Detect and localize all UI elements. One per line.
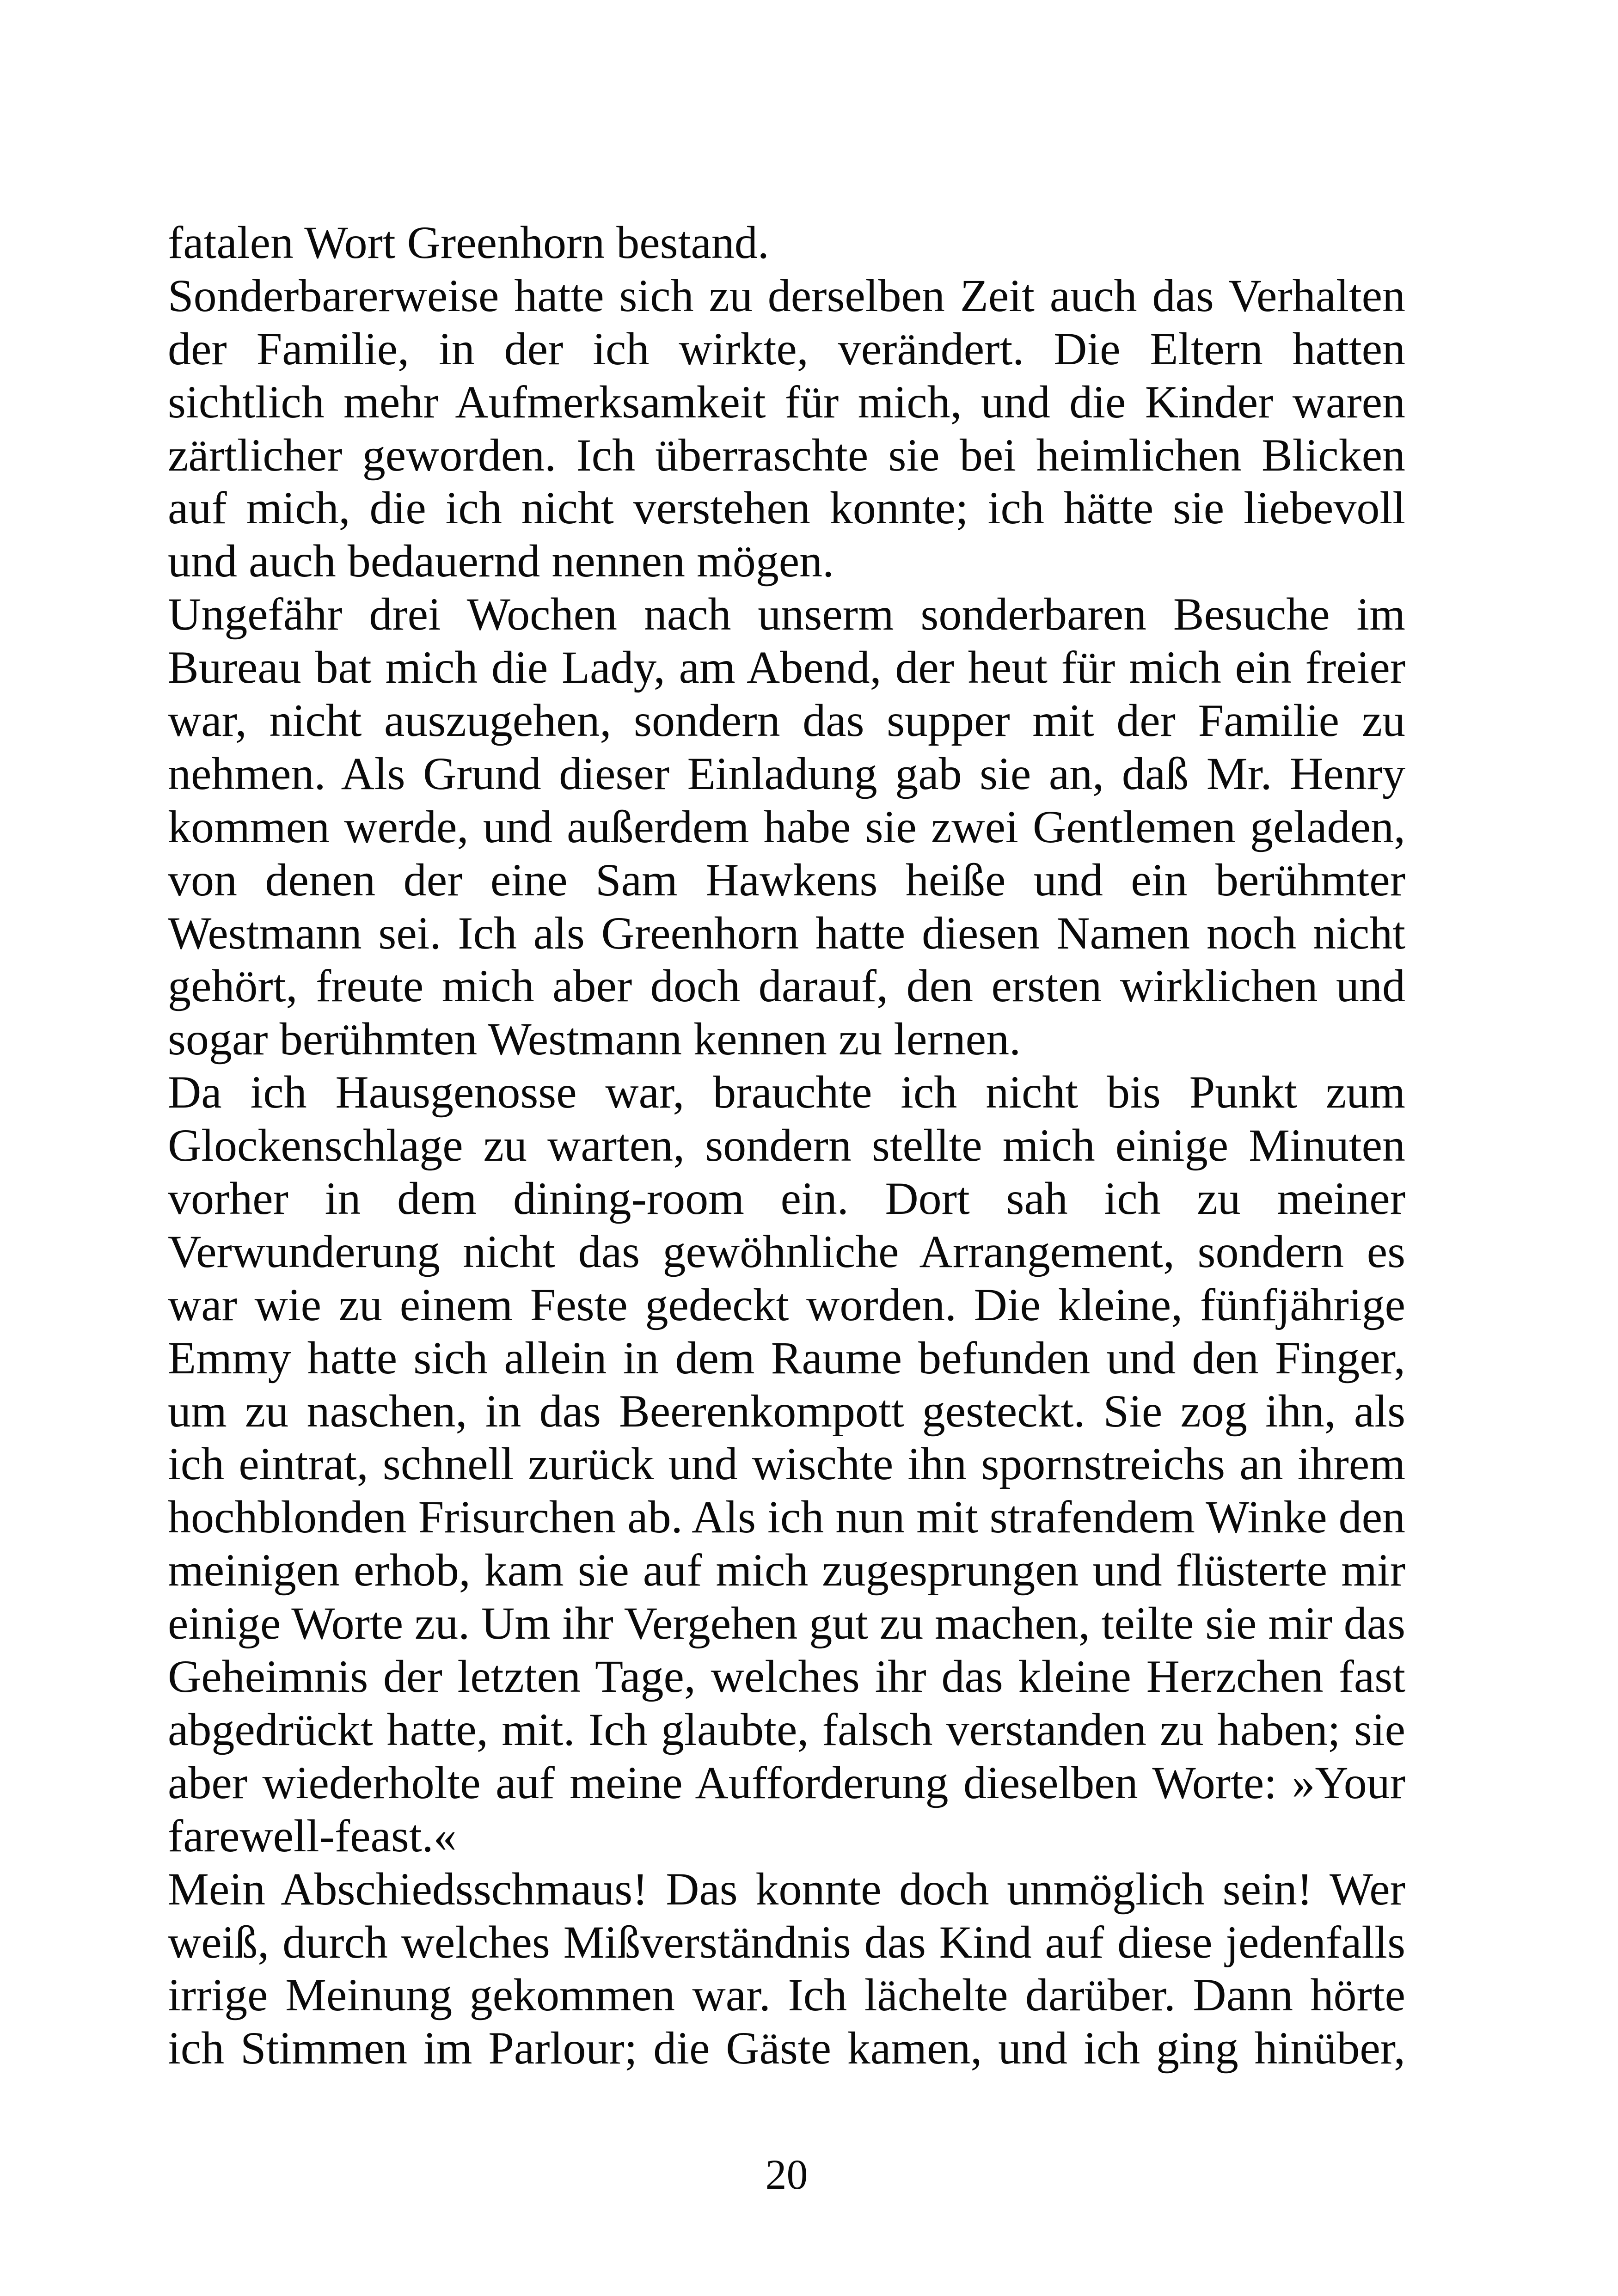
text-line: Sonderbarerweise hatte sich zu derselben Zeit auch das Verhalten <box>168 269 1405 321</box>
text-line: nehmen. Als Grund dieser Einladung gab sie an, daß Mr. Henry <box>168 747 1405 799</box>
body-text <box>168 216 1405 2075</box>
page-number: 20 <box>765 2151 808 2198</box>
text-line: Glockenschlage zu warten, sondern stellte mich einige Minuten <box>168 1120 1405 1171</box>
text-line: war, nicht auszugehen, sondern das supper mit der Familie zu <box>168 695 1405 747</box>
text-line: ich eintrat, schnell zurück und wischte ihn spornstreichs an ihrem <box>168 1438 1405 1490</box>
paragraph <box>168 1066 1405 1862</box>
text-line: Verwunderung nicht das gewöhnliche Arrangement, sondern es <box>168 1225 1405 1277</box>
text-line: fatalen Wort Greenhorn bestand. <box>168 217 769 268</box>
text-line: kommen werde, und außerdem habe sie zwei Gentlemen geladen, <box>168 801 1405 852</box>
text-line: und auch bedauernd nennen mögen. <box>168 535 834 587</box>
text-line: meinigen erhob, kam sie auf mich zugesprungen und flüsterte mir <box>168 1544 1405 1596</box>
text-line: sichtlich mehr Aufmerksamkeit für mich, und die Kinder waren <box>168 376 1405 428</box>
text-line: zärtlicher geworden. Ich überraschte sie bei heimlichen Blicken <box>168 429 1405 481</box>
text-line: farewell-feast.« <box>168 1810 457 1861</box>
text-line: hochblonden Frisurchen ab. Als ich nun mit strafendem Winke den <box>168 1491 1405 1543</box>
text-line: Ungefähr drei Wochen nach unserm sonderbaren Besuche im <box>168 588 1405 640</box>
text-line: gehört, freute mich aber doch darauf, den ersten wirklichen und <box>168 960 1405 1012</box>
paragraph <box>168 1863 1405 2076</box>
text-line: irrige Meinung gekommen war. Ich lächelte darüber. Dann hörte <box>168 1969 1405 2021</box>
text-line: abgedrückt hatte, mit. Ich glaubte, falsch verstanden zu haben; sie <box>168 1703 1405 1755</box>
text-line: Mein Abschiedsschmaus! Das konnte doch unmöglich sein! Wer <box>168 1863 1405 1915</box>
text-line: Bureau bat mich die Lady, am Abend, der heut für mich ein freier <box>168 642 1405 693</box>
paragraph <box>168 588 1405 1066</box>
text-line: Geheimnis der letzten Tage, welches ihr das kleine Herzchen fast <box>168 1651 1405 1702</box>
text-line: von denen der eine Sam Hawkens heiße und ein berühmter <box>168 854 1405 906</box>
paragraph <box>168 216 1405 269</box>
text-line: war wie zu einem Feste gedeckt worden. Die kleine, fünfjährige <box>168 1279 1405 1330</box>
paragraph <box>168 269 1405 588</box>
text-line: Emmy hatte sich allein in dem Raume befunden und den Finger, <box>168 1332 1405 1384</box>
text-line: Westmann sei. Ich als Greenhorn hatte diesen Namen noch nicht <box>168 907 1405 959</box>
text-line: um zu naschen, in das Beerenkompott gesteckt. Sie zog ihn, als <box>168 1385 1405 1437</box>
text-line: sogar berühmten Westmann kennen zu lernen. <box>168 1013 1021 1065</box>
text-line: ich Stimmen im Parlour; die Gäste kamen, und ich ging hinüber, <box>168 2022 1405 2074</box>
text-line: auf mich, die ich nicht verstehen konnte; ich hätte sie liebevoll <box>168 482 1405 534</box>
text-line: vorher in dem dining-room ein. Dort sah ich zu meiner <box>168 1173 1405 1225</box>
text-line: Da ich Hausgenosse war, brauchte ich nicht bis Punkt zum <box>168 1066 1405 1118</box>
text-line: der Familie, in der ich wirkte, verändert. Die Eltern hatten <box>168 323 1405 374</box>
text-line: aber wiederholte auf meine Aufforderung dieselben Worte: »Your <box>168 1757 1405 1808</box>
text-line: einige Worte zu. Um ihr Vergehen gut zu machen, teilte sie mir das <box>168 1598 1405 1649</box>
text-line: weiß, durch welches Mißverständnis das Kind auf diese jedenfalls <box>168 1916 1405 1968</box>
